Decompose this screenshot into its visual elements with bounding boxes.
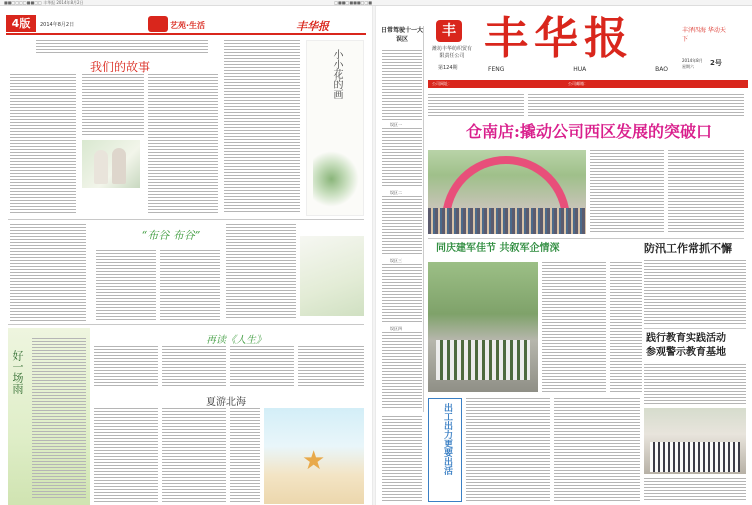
summer-col3: [230, 408, 260, 504]
driving-item-3: 误区三: [390, 258, 402, 263]
summer-title-box: [176, 390, 276, 409]
weekday: 星期六: [682, 64, 694, 69]
driving-item-4: 误区四: [390, 326, 402, 331]
lead-text-right: [528, 94, 744, 118]
bamboo-drawing: [313, 151, 359, 207]
education-photo: [644, 408, 746, 474]
calligraphy-text: 小小花的画: [331, 49, 342, 99]
rain-text: [32, 338, 86, 498]
url-site-label: 公司网址：: [432, 81, 452, 86]
education-group: [650, 442, 740, 472]
driving-text-1: [382, 50, 422, 120]
main-photo: [428, 150, 586, 234]
poem-col1: [96, 250, 156, 320]
blossom-picture: [300, 236, 364, 316]
url-email-label: 公司邮箱：: [568, 81, 588, 86]
poem-col2: [160, 250, 220, 320]
masthead-logo: 丰: [436, 20, 462, 42]
lead-text-left: [428, 94, 524, 118]
starfish-picture: [264, 408, 364, 504]
our-story-photo: [82, 140, 140, 188]
education-title-2: 参观警示教育基地: [646, 347, 726, 358]
poem-title-box: [96, 224, 246, 246]
poem-heading: “布谷 布谷”: [141, 229, 201, 242]
rain-column: [8, 328, 90, 505]
driving-column: [380, 26, 424, 412]
army-subhead: 同庆建军佳节 共叙军企情深: [436, 243, 560, 254]
issue-number: 第124期: [438, 65, 458, 71]
life-title-box: [186, 328, 286, 347]
education-caption: [644, 478, 746, 500]
our-story-col1: [10, 74, 76, 214]
our-story-col4: [224, 40, 300, 214]
photo-person-2: [112, 148, 126, 184]
life-col4: [298, 346, 364, 386]
calligraphy-box: [306, 40, 364, 216]
flood-title: 防汛工作常抓不懈: [644, 242, 732, 255]
driving-text-2: [382, 128, 422, 188]
flood-text: [644, 260, 746, 326]
driving-text-3: [382, 196, 422, 256]
headline: 仓南店:撬动公司西区发展的突破口: [466, 122, 712, 141]
summer-col1: [94, 408, 158, 504]
driving-item-1: 误区一: [390, 122, 402, 127]
driving-text-4: [382, 264, 422, 324]
poem-intro-col: [10, 224, 86, 322]
divider-1: [8, 219, 364, 220]
print-header-right: □■■□■■■□□■: [334, 0, 372, 5]
starfish-icon: ★: [302, 446, 326, 476]
army-text-col2: [610, 262, 642, 392]
life-col1: [94, 346, 158, 386]
left-date: 2014年8月2日: [40, 22, 75, 28]
driving-bottom-text: [382, 416, 422, 502]
army-photo: [428, 262, 538, 392]
summer-col2: [162, 408, 226, 504]
right-divider-2: [644, 328, 746, 329]
our-story-heading: 我们的故事: [89, 60, 150, 74]
right-divider-1: [428, 238, 744, 239]
life-col3: [230, 346, 294, 386]
section-label: 艺苑·生活: [170, 21, 206, 30]
date-line: 2014年8月: [682, 58, 703, 63]
publisher-name: 潍坊丰华纺织贸有限责任公司: [432, 46, 473, 59]
small-masthead: 丰华报: [296, 20, 329, 33]
summer-heading: 夏游北海: [206, 397, 246, 408]
life-col2: [162, 346, 226, 386]
education-title-1: 践行教育实践活动: [646, 333, 726, 344]
work-text-col1: [466, 398, 550, 502]
pinyin-hua: HUA: [573, 66, 587, 73]
pinyin-bao: BAO: [655, 66, 668, 73]
education-text: [644, 364, 746, 404]
header-rule: [6, 33, 366, 35]
work-text-col2: [554, 398, 640, 502]
masthead-slogan: 丰泽四海 华动天下: [682, 27, 726, 43]
masthead-pinyin: [488, 66, 668, 73]
our-story-title: [60, 56, 180, 75]
our-story-col2: [82, 74, 144, 136]
driving-title: 日常驾驶十一大误区: [380, 27, 423, 43]
masthead-title: 丰华报: [484, 13, 634, 64]
url-bar: [428, 80, 748, 88]
photo-person-1: [94, 150, 108, 184]
work-slogan: 出工出力更要出活: [442, 403, 452, 475]
divider-2: [8, 324, 364, 325]
rain-title: 好一场雨: [11, 350, 24, 394]
main-article-col2: [668, 150, 744, 234]
army-text-col1: [542, 262, 606, 392]
right-page: [376, 6, 752, 505]
section-logo: [148, 16, 168, 32]
page-number-badge: 4版: [6, 15, 36, 32]
issue-no: 2号: [710, 59, 722, 67]
life-heading: 再读《人生》: [206, 335, 266, 346]
poem-col3: [226, 224, 296, 320]
crowd: [428, 208, 586, 234]
driving-text-5: [382, 332, 422, 410]
pinyin-feng: FENG: [488, 66, 505, 73]
work-slogan-box: [428, 398, 462, 502]
print-header-left: ■■□□□□■■□□ 丰华报 2014年8月2日: [4, 0, 84, 5]
army-group: [436, 340, 530, 380]
driving-item-2: 误区二: [390, 190, 402, 195]
main-article-col1: [590, 150, 664, 234]
left-page: [0, 6, 372, 505]
our-story-col3: [148, 74, 218, 214]
intro-text: [36, 40, 208, 54]
